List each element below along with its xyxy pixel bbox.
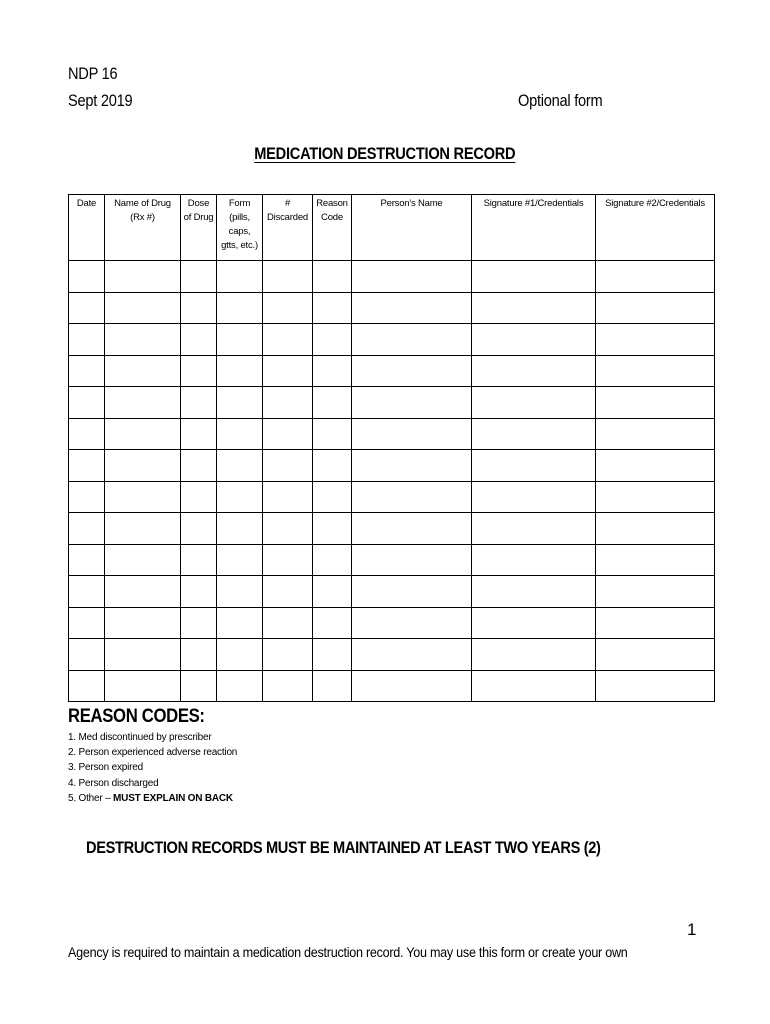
table-cell[interactable] xyxy=(69,481,105,513)
table-cell[interactable] xyxy=(472,418,596,450)
table-cell[interactable] xyxy=(472,513,596,545)
table-cell[interactable] xyxy=(217,481,263,513)
table-cell[interactable] xyxy=(263,418,313,450)
table-cell[interactable] xyxy=(313,324,352,356)
table-cell[interactable] xyxy=(105,355,181,387)
col-header-dose: Dose of Drug xyxy=(181,195,217,261)
table-cell[interactable] xyxy=(352,261,472,293)
table-cell[interactable] xyxy=(472,261,596,293)
table-cell[interactable] xyxy=(596,481,715,513)
table-cell[interactable] xyxy=(352,576,472,608)
table-cell[interactable] xyxy=(105,576,181,608)
table-cell[interactable] xyxy=(352,292,472,324)
col-header-signature-1: Signature #1/Credentials xyxy=(472,195,596,261)
table-cell[interactable] xyxy=(217,544,263,576)
table-cell[interactable] xyxy=(313,355,352,387)
table-cell[interactable] xyxy=(69,324,105,356)
table-cell[interactable] xyxy=(263,607,313,639)
table-cell[interactable] xyxy=(352,450,472,482)
table-cell[interactable] xyxy=(263,292,313,324)
table-cell[interactable] xyxy=(181,324,217,356)
form-date: Sept 2019 xyxy=(68,91,133,110)
table-cell[interactable] xyxy=(472,576,596,608)
table-cell[interactable] xyxy=(181,607,217,639)
reason-code-1: 1. Med discontinued by prescriber xyxy=(68,732,212,743)
table-cell[interactable] xyxy=(263,450,313,482)
table-cell[interactable] xyxy=(352,418,472,450)
table-cell[interactable] xyxy=(69,513,105,545)
table-cell[interactable] xyxy=(596,670,715,702)
table-cell[interactable] xyxy=(313,261,352,293)
table-cell[interactable] xyxy=(181,355,217,387)
table-cell[interactable] xyxy=(217,387,263,419)
col-header-reason-code: Reason Code xyxy=(313,195,352,261)
page-number: 1 xyxy=(687,920,697,939)
table-cell[interactable] xyxy=(105,418,181,450)
table-cell[interactable] xyxy=(263,544,313,576)
reason-code-5: 5. Other – MUST EXPLAIN ON BACK xyxy=(68,792,233,804)
reason-codes-list xyxy=(68,730,237,806)
table-row xyxy=(69,607,715,639)
col-header-signature-2: Signature #2/Credentials xyxy=(596,195,715,261)
table-cell[interactable] xyxy=(313,450,352,482)
table-cell[interactable] xyxy=(181,387,217,419)
table-cell[interactable] xyxy=(472,639,596,671)
table-row xyxy=(69,450,715,482)
table-cell[interactable] xyxy=(596,639,715,671)
table-cell[interactable] xyxy=(105,324,181,356)
table-cell[interactable] xyxy=(596,387,715,419)
table-cell[interactable] xyxy=(181,576,217,608)
reason-code-3: 3. Person expired xyxy=(68,762,143,774)
table-cell[interactable] xyxy=(181,261,217,293)
table-cell[interactable] xyxy=(596,324,715,356)
table-cell[interactable] xyxy=(217,639,263,671)
table-cell[interactable] xyxy=(263,387,313,419)
table-cell[interactable] xyxy=(313,670,352,702)
table-row xyxy=(69,513,715,545)
table-cell[interactable] xyxy=(352,355,472,387)
table-cell[interactable] xyxy=(263,355,313,387)
retention-notice: DESTRUCTION RECORDS MUST BE MAINTAINED AT LEAST TWO YEARS (2) xyxy=(85,838,601,857)
table-cell[interactable] xyxy=(181,481,217,513)
table-cell[interactable] xyxy=(217,324,263,356)
table-cell[interactable] xyxy=(472,481,596,513)
table-cell[interactable] xyxy=(69,355,105,387)
table-cell[interactable] xyxy=(105,292,181,324)
col-header-drug-name: Name of Drug (Rx #) xyxy=(105,195,181,261)
table-cell[interactable] xyxy=(596,607,715,639)
table-cell[interactable] xyxy=(313,576,352,608)
table-cell[interactable] xyxy=(105,670,181,702)
table-cell[interactable] xyxy=(69,670,105,702)
title-wrap xyxy=(0,144,770,164)
table-cell[interactable] xyxy=(352,387,472,419)
table-cell[interactable] xyxy=(472,544,596,576)
table-cell[interactable] xyxy=(105,387,181,419)
table-cell[interactable] xyxy=(263,261,313,293)
table-row xyxy=(69,355,715,387)
table-cell[interactable] xyxy=(596,292,715,324)
table-cell[interactable] xyxy=(472,324,596,356)
table-row xyxy=(69,261,715,293)
table-cell[interactable] xyxy=(313,387,352,419)
table-cell[interactable] xyxy=(352,324,472,356)
table-cell[interactable] xyxy=(217,607,263,639)
table-cell[interactable] xyxy=(352,670,472,702)
optional-form-label: Optional form xyxy=(518,91,603,110)
table-cell[interactable] xyxy=(313,513,352,545)
table-cell[interactable] xyxy=(69,544,105,576)
table-cell[interactable] xyxy=(596,261,715,293)
table-cell[interactable] xyxy=(263,576,313,608)
table-cell[interactable] xyxy=(313,418,352,450)
table-cell[interactable] xyxy=(352,607,472,639)
page-title: MEDICATION DESTRUCTION RECORD xyxy=(254,144,516,163)
table-cell[interactable] xyxy=(472,355,596,387)
table-cell[interactable] xyxy=(263,481,313,513)
table-cell[interactable] xyxy=(217,418,263,450)
reason-code-4: 4. Person discharged xyxy=(68,777,159,789)
table-cell[interactable] xyxy=(352,481,472,513)
table-cell[interactable] xyxy=(69,576,105,608)
table-cell[interactable] xyxy=(69,450,105,482)
col-header-discarded: # Discarded xyxy=(263,195,313,261)
table-row xyxy=(69,481,715,513)
table-cell[interactable] xyxy=(217,670,263,702)
table-cell[interactable] xyxy=(69,418,105,450)
form-id: NDP 16 xyxy=(68,64,118,83)
col-header-form: Form (pills, caps, gtts, etc.) xyxy=(217,195,263,261)
table-cell[interactable] xyxy=(472,670,596,702)
table-cell[interactable] xyxy=(352,544,472,576)
table-cell[interactable] xyxy=(472,607,596,639)
table-cell[interactable] xyxy=(69,607,105,639)
table-cell[interactable] xyxy=(105,607,181,639)
table-cell[interactable] xyxy=(181,544,217,576)
table-cell[interactable] xyxy=(181,639,217,671)
table-row xyxy=(69,387,715,419)
table-cell[interactable] xyxy=(263,513,313,545)
table-cell[interactable] xyxy=(596,576,715,608)
table-cell[interactable] xyxy=(313,607,352,639)
table-cell[interactable] xyxy=(472,292,596,324)
table-cell[interactable] xyxy=(596,418,715,450)
table-cell[interactable] xyxy=(217,292,263,324)
table-cell[interactable] xyxy=(105,544,181,576)
table-cell[interactable] xyxy=(596,544,715,576)
table-cell[interactable] xyxy=(472,387,596,419)
table-cell[interactable] xyxy=(263,670,313,702)
table-cell[interactable] xyxy=(596,450,715,482)
table-cell[interactable] xyxy=(181,513,217,545)
table-cell[interactable] xyxy=(313,544,352,576)
table-row xyxy=(69,639,715,671)
table-cell[interactable] xyxy=(472,450,596,482)
table-cell[interactable] xyxy=(105,450,181,482)
reason-codes-heading: REASON CODES: xyxy=(68,706,205,727)
table-cell[interactable] xyxy=(217,576,263,608)
table-cell[interactable] xyxy=(105,261,181,293)
table-header-row xyxy=(69,195,715,261)
table-cell[interactable] xyxy=(313,639,352,671)
table-cell[interactable] xyxy=(181,450,217,482)
col-header-person-name: Person's Name xyxy=(352,195,472,261)
table-cell[interactable] xyxy=(69,292,105,324)
table-cell[interactable] xyxy=(105,513,181,545)
table-cell[interactable] xyxy=(313,292,352,324)
table-cell[interactable] xyxy=(263,324,313,356)
table-row xyxy=(69,418,715,450)
table-cell[interactable] xyxy=(596,513,715,545)
table-cell[interactable] xyxy=(181,292,217,324)
col-header-date: Date xyxy=(69,195,105,261)
footer-note: Agency is required to maintain a medication destruction record. You may use this form or create your own xyxy=(68,944,628,960)
reason-code-2: 2. Person experienced adverse reaction xyxy=(68,747,238,759)
table-cell[interactable] xyxy=(352,513,472,545)
destruction-record-table xyxy=(68,194,715,702)
table-cell[interactable] xyxy=(105,481,181,513)
table-cell[interactable] xyxy=(181,418,217,450)
table-row xyxy=(69,544,715,576)
table-cell[interactable] xyxy=(181,670,217,702)
table-cell[interactable] xyxy=(69,387,105,419)
table-cell[interactable] xyxy=(596,355,715,387)
table-cell[interactable] xyxy=(217,450,263,482)
table-cell[interactable] xyxy=(313,481,352,513)
table-cell[interactable] xyxy=(352,639,472,671)
table-cell[interactable] xyxy=(217,513,263,545)
table-cell[interactable] xyxy=(217,355,263,387)
table-cell[interactable] xyxy=(69,261,105,293)
notice-wrap xyxy=(0,838,770,858)
table-cell[interactable] xyxy=(105,639,181,671)
table-row xyxy=(69,324,715,356)
table-row xyxy=(69,292,715,324)
table-cell[interactable] xyxy=(263,639,313,671)
table-row xyxy=(69,576,715,608)
table-row xyxy=(69,670,715,702)
table-cell[interactable] xyxy=(69,639,105,671)
table-cell[interactable] xyxy=(217,261,263,293)
